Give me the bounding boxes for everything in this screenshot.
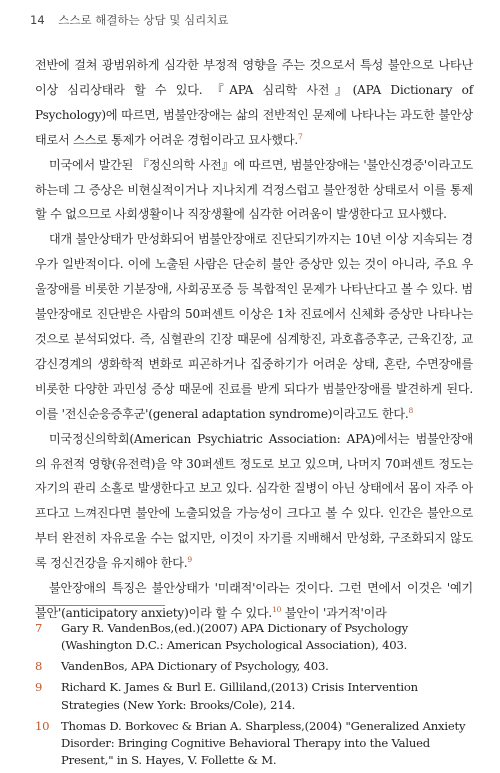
footnote-ref: 7 [298, 131, 303, 141]
footnote-number: 8 [35, 659, 43, 674]
paragraph-text-continued: 불안이 '과거적'이라 [281, 605, 387, 620]
footnote-text: Richard K. James & Burl E. Gilliland,(2013) Crisis Intervention Strategies (New York: Brooks/Cole), 214. [61, 680, 418, 712]
paragraph [35, 53, 473, 153]
paragraph [35, 576, 473, 626]
paragraph [35, 227, 473, 426]
footnote-ref: 9 [187, 555, 192, 565]
footnote [35, 718, 475, 770]
footnote-number: 10 [35, 718, 50, 733]
running-title: 스스로 해결하는 상담 및 심리치료 [58, 13, 229, 27]
footnote-text: VandenBos, APA Dictionary of Psychology, 403. [61, 659, 329, 674]
paragraph-text: 대개 불안상태가 만성화되어 범불안장애로 진단되기까지는 10년 이상 지속되는 경우가 일반적이다. 이에 노출된 사람은 단순히 불안 증상만 있는 것이 아니라, 주요 우울장애를 비롯한 기분장애, 사회공포증 등 복합적인 문제가 나타난다고 볼 수 있다. 범불안장애로 진단받은 사람의 50퍼센트 이상은 1차 진료에서 신체화 증상만 나타나는 것으로 분석되었다. 즉, 심혈관의 긴장 때문에 심계항진, 과호흡증후군, 근육긴장, 교감신경계의 생화학적 변화로 피곤하거나 집중하기가 어려운 상태, 혼란, 수면장애를 비롯한 다양한 과민성 증상 때문에 진료를 받게 되다가 범불안장애를 발견하게 된다. 이를 '전신순응증후군'(general adaptation syndrome)이라고도 한다. [35, 232, 473, 421]
footnote-text: Gary R. VandenBos,(ed.)(2007) APA Dictionary of Psychology (Washington D.C.: American Psychological Association), 403. [61, 621, 408, 653]
footnote [35, 658, 475, 675]
page-number: 14 [30, 13, 45, 27]
paragraph [35, 427, 473, 576]
body-text [35, 53, 473, 626]
paragraph-text: 전반에 걸쳐 광범위하게 심각한 부정적 영향을 주는 것으로서 특성 불안으로 나타난 이상 심리상태라 할 수 있다. 『APA 심리학 사전』(APA Dictionary of Psychology)에 따르면, 범불안장애는 삶의 전반적인 문제에 나타나는 과도한 불안상태로서 스스로 통제가 어려운 경험이라고 묘사했다. [35, 58, 473, 147]
running-header [30, 12, 228, 28]
footnote [35, 679, 475, 714]
footnote-ref: 10 [272, 604, 282, 614]
footnote-text: Thomas D. Borkovec & Brian A. Sharpless,(2004) "Generalized Anxiety Disorder: Bringing Cognitive Behavioral Therapy into the Valued Present," in S. Hayes, V. Follette & M. [61, 718, 466, 768]
footnote-number: 7 [35, 621, 43, 635]
footnote-number: 9 [35, 680, 43, 695]
footnote-ref: 8 [408, 405, 414, 415]
paragraph-text: 미국정신의학회(American Psychiatric Association: APA)에서는 범불안장애의 유전적 영향(유전력)을 약 30퍼센트 정도로 보고 있으며, 나머지 70퍼센트 정도는 자기의 관리 소홀로 발생한다고 보고 있다. 심각한 질병이 아닌 상태에서 몸이 자주 아프다고 느껴진다면 불안에 노출되었을 가능성이 크다고 볼 수 있다. 인간은 불안으로부터 완전히 자유로울 수는 없지만, 이것이 자기를 지배해서 만성화, 구조화되지 않도록 정신건강을 유지해야 한다. [35, 431, 473, 571]
paragraph-text: 미국에서 발간된 『정신의학 사전』에 따르면, 범불안장애는 '불안신경증'이라고도 하는데 그 증상은 비현실적이거나 지나치게 걱정스럽고 불안정한 상태로서 이를 통제할 수 없으므로 사회생활이나 직장생활에 심각한 어려움이 발생한다고 묘사했다. [35, 157, 473, 222]
footnote [35, 620, 475, 655]
footnote-divider [35, 605, 165, 606]
footnotes [35, 620, 475, 773]
paragraph [35, 153, 473, 228]
paragraph-text: 불안장애의 특징은 불안상태가 '미래적'이라는 것이다. 그런 면에서 이것은 '예기 불안'(anticipatory anxiety)이라 할 수 있다. [35, 581, 473, 620]
